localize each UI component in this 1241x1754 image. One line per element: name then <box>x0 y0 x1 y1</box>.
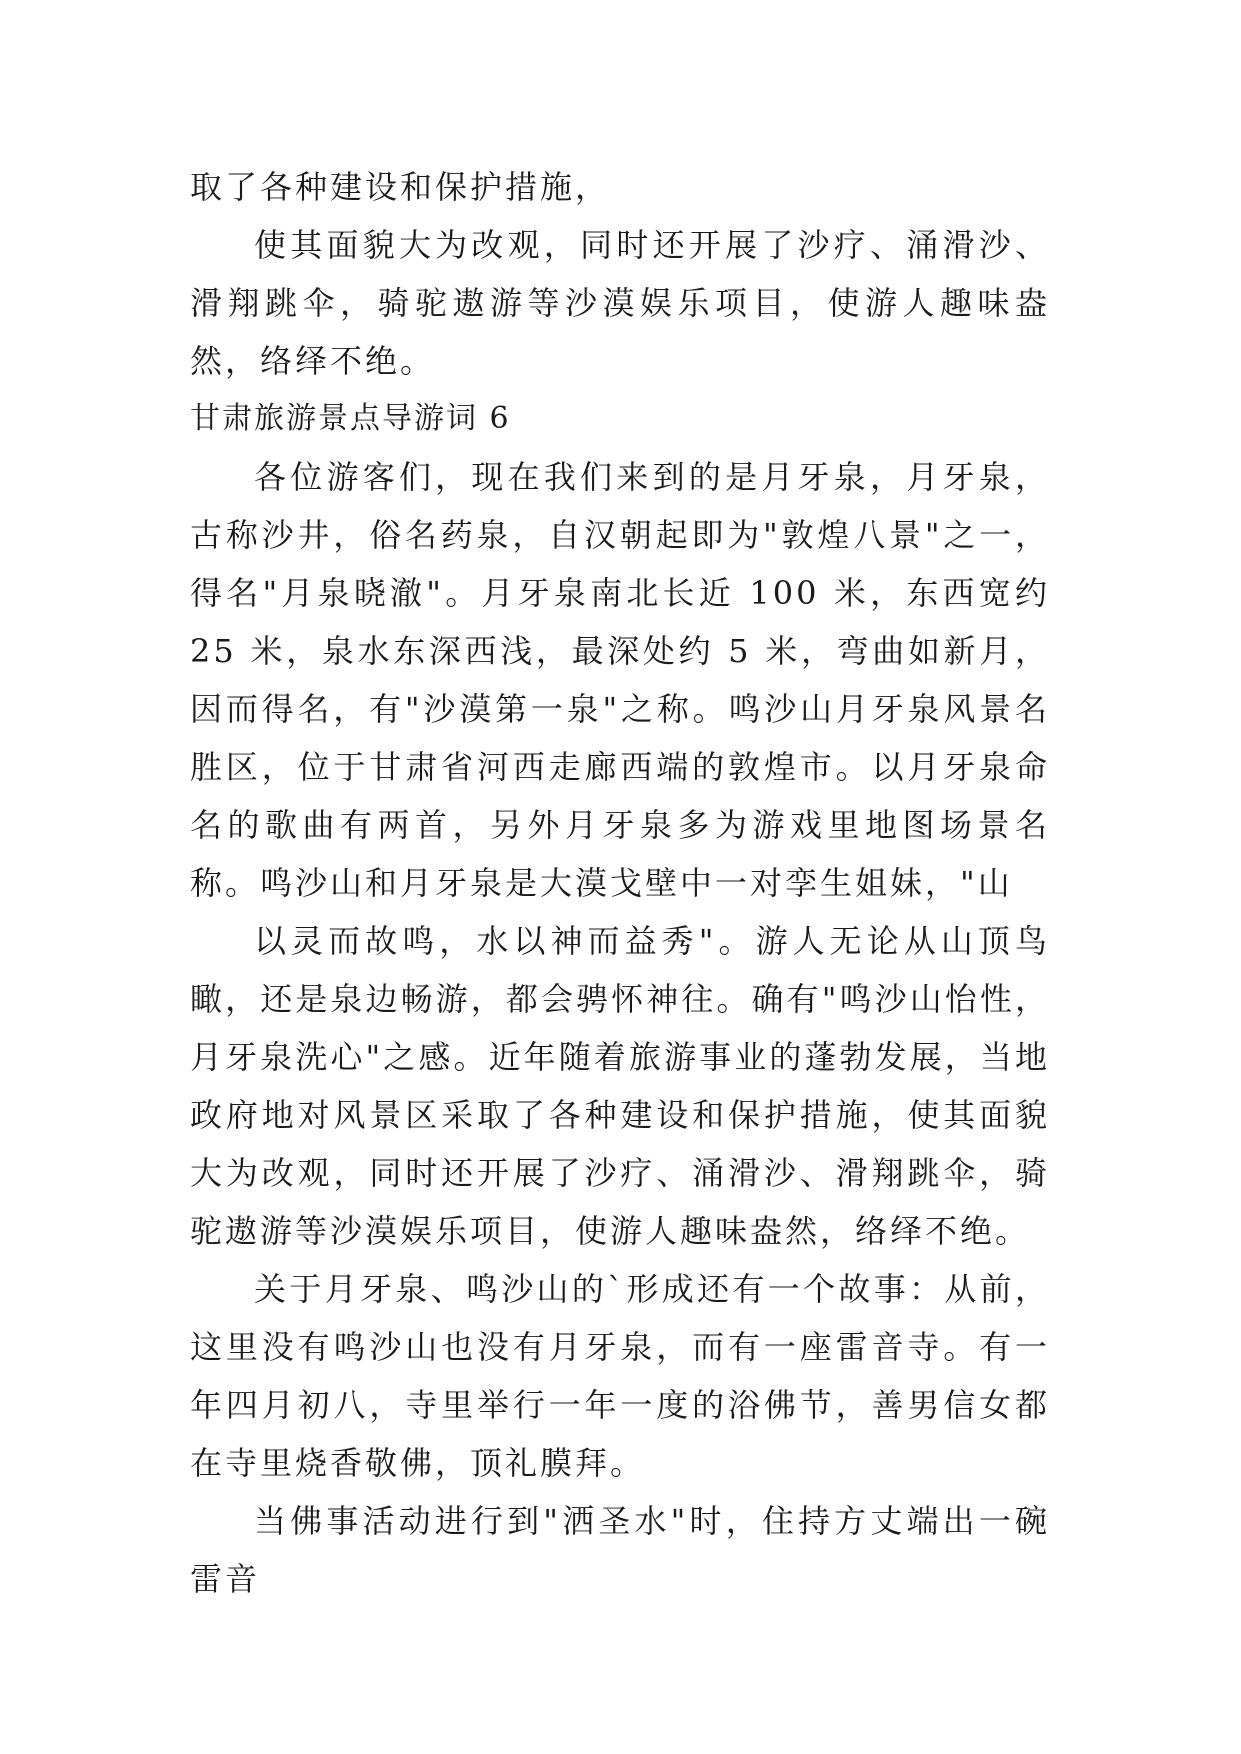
paragraph-1: 取了各种建设和保护措施， <box>190 168 611 206</box>
paragraph-4: 以灵而故鸣，水以神而益秀"。游人无论从山顶鸟瞰，还是泉边畅游，都会骋怀神往。确有"鸣沙山怡性，月牙泉洗心"之感。近年随着旅游事业的蓬勃发展，当地政府地对风景区采取了各种建设和保护措施，使其面貌大为改观，同时还开展了沙疗、涌滑沙、滑翔跳伞，骑驼遨游等沙漠娱乐项目，使游人趣味盎然，络绎不绝。 <box>190 922 1050 1250</box>
paragraph-5: 关于月牙泉、鸣沙山的`形成还有一个故事：从前，这里没有鸣沙山也没有月牙泉，而有一座雷音寺。有一年四月初八，寺里举行一年一度的浴佛节，善男信女都在寺里烧香敬佛，顶礼膜拜。 <box>190 1270 1050 1482</box>
paragraph-6: 当佛事活动进行到"洒圣水"时，住持方丈端出一碗雷音 <box>190 1502 1050 1598</box>
paragraph-3: 各位游客们，现在我们来到的是月牙泉，月牙泉，古称沙井，俗名药泉，自汉朝起即为"敦煌八景"之一，得名"月泉晓澈"。月牙泉南北长近 100 米，东西宽约 25 米，泉水东深西浅，最深处约 5 米，弯曲如新月，因而得名，有"沙漠第一泉"之称。鸣沙山月牙泉风景名胜区，位于甘肃省河西走廊西端的敦煌市。以月牙泉命名的歌曲有两首，另外月牙泉多为游戏里地图场景名称。鸣沙山和月牙泉是大漠戈壁中一对孪生姐妹，"山 <box>190 458 1050 902</box>
paragraph-2: 使其面貌大为改观，同时还开展了沙疗、涌滑沙、滑翔跳伞，骑驼遨游等沙漠娱乐项目，使游人趣味盎然，络绎不绝。 <box>190 226 1050 380</box>
section-heading: 甘肃旅游景点导游词 6 <box>190 401 511 436</box>
document-body <box>190 158 1050 1608</box>
